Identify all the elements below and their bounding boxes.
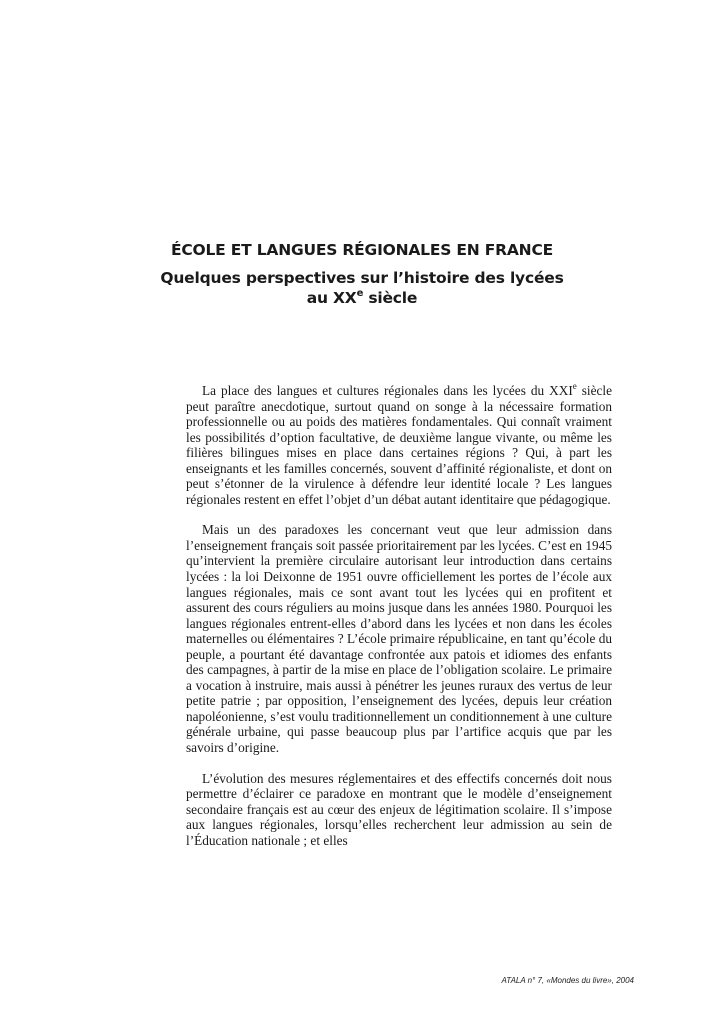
paragraph-1-superscript: e (572, 380, 577, 391)
paragraph-1 (186, 380, 613, 507)
paragraph-2: Mais un des paradoxes les concernant veut que leur admission dans l’enseignement français soit passée prioritairement par les lycées. C’est en 1945 qu’intervient la première circulaire autorisant leur introduction dans certains lycées : la loi Deixonne de 1951 ouvre officiellement les portes de l’école aux langues régionales, mais ce sont avant tout les lycées qui en profitent et assurent des cours réguliers au moins jusque dans les années 1980. Pourquoi les langues régionales entrent-elles d’abord dans les lycées et non dans les écoles maternelles ou élémentaires ? L’école primaire républicaine, en tant qu’école du peuple, a pourtant été davantage confrontée aux patois et idiomes des enfants des campagnes, à partir de la mise en place de l’obligation scolaire. Le primaire a vocation à instruire, mais aussi à pénétrer les jeunes ruraux des vertus de leur petite patrie ; par opposition, l’enseignement des lycées, depuis leur création napoléonienne, s’est voulu traditionnellement un conditionnement à une culture générale urbaine, qui passe beaucoup plus par l’artifice acquis que par les savoirs d’origine. (186, 522, 612, 756)
paragraph-1-rest: siècle peut paraître anecdotique, surtout quand on songe à la nécessaire formation professionnelle ou au poids des matières fondamentales. Qui connaît vraiment les possibilités d’option facultative, de deuxième langue vivante, ou même les filières bilingues mises en place dans certaines régions ? Qui, à part les enseignants et les familles concernés, souvent d’affinité régionaliste, et dont on peut s’étonner de la virulence à défendre leur identité locale ? Les langues régionales restent en effet l’objet d’un débat autant identitaire que pédagogique. (186, 383, 613, 507)
article-body (186, 380, 613, 848)
subtitle-superscript: e (356, 287, 364, 299)
subtitle-line-1: Quelques perspectives sur l’histoire des lycées (160, 269, 564, 287)
subtitle-line-2-prefix: au XX (306, 289, 357, 307)
footer-citation: ATALA n° 7, «Mondes du livre», 2004 (501, 976, 634, 985)
article-subtitle (120, 268, 604, 308)
article-title: ÉCOLE ET LANGUES RÉGIONALES EN FRANCE (170, 241, 554, 259)
paragraph-1-start: La place des langues et cultures régionales dans les lycées du XXI (202, 383, 573, 398)
subtitle-line-2-suffix: siècle (363, 289, 418, 307)
article-title-block (120, 240, 604, 308)
paragraph-3: L’évolution des mesures réglementaires et des effectifs concernés doit nous permettre d’éclairer ce paradoxe en montrant que le modèle d’enseignement secondaire français est au cœur des enjeux de légitimation scolaire. Il s’impose aux langues régionales, lorsqu’elles recherchent leur admission au sein de l’Éducation nationale ; et elles (186, 770, 612, 848)
